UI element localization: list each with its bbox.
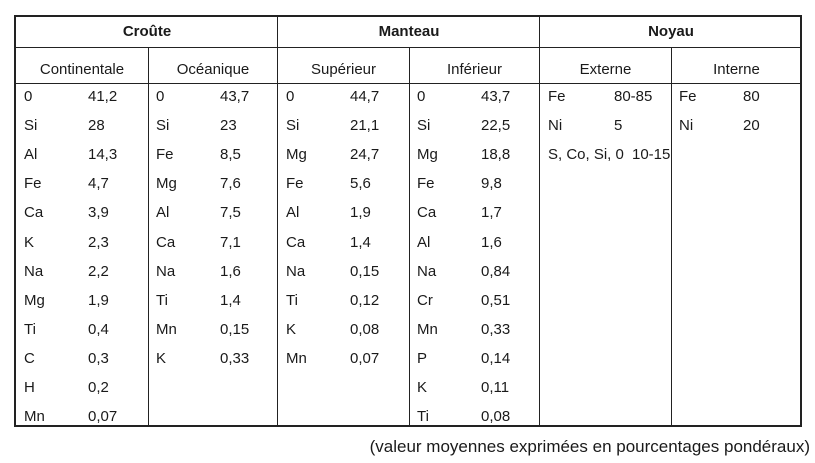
element-symbol: 0 xyxy=(156,88,165,105)
divider-sub xyxy=(409,47,410,427)
element-symbol: Si xyxy=(24,117,38,135)
element-percentage: 0,15 xyxy=(220,320,250,338)
element-symbol: Na xyxy=(286,262,306,280)
element-percentage: 0,07 xyxy=(350,349,380,367)
element-percentage: 5,6 xyxy=(350,175,371,193)
element-percentage: 24,7 xyxy=(350,146,380,164)
element-percentage: 1,7 xyxy=(481,204,502,222)
element-percentage: 3,9 xyxy=(88,204,109,222)
element-symbol: Na xyxy=(417,262,437,280)
element-symbol: K xyxy=(156,349,167,367)
element-percentage: 1,9 xyxy=(88,291,109,309)
element-symbol: 0 xyxy=(417,88,426,105)
element-percentage: 1,4 xyxy=(220,291,241,309)
element-percentage: 44,7 xyxy=(350,88,380,105)
element-percentage: 0,12 xyxy=(350,291,380,309)
element-symbol: Ca xyxy=(417,204,437,222)
element-percentage: 0,11 xyxy=(481,379,510,396)
element-symbol: Al xyxy=(156,204,170,222)
element-percentage: 8,5 xyxy=(220,146,241,164)
sub-column-title: Continentale xyxy=(39,61,125,78)
element-percentage: 0,84 xyxy=(481,262,511,280)
element-symbol: Mg xyxy=(286,146,307,164)
group-title: Croûte xyxy=(122,23,172,40)
element-symbol: Fe xyxy=(24,175,42,193)
element-percentage: 21,1 xyxy=(350,117,380,135)
element-symbol: Mn xyxy=(286,349,307,367)
element-percentage: 43,7 xyxy=(220,88,250,105)
element-symbol: Fe xyxy=(417,175,435,193)
element-symbol: Ca xyxy=(286,233,306,251)
element-symbol: Si xyxy=(286,117,300,135)
element-percentage: 41,2 xyxy=(88,88,118,105)
element-symbol: Mg xyxy=(156,175,177,193)
element-symbol: Mn xyxy=(24,408,45,426)
element-percentage: 0,4 xyxy=(88,320,109,338)
element-percentage: 4,7 xyxy=(88,175,109,193)
element-percentage: 0,07 xyxy=(88,408,118,426)
element-percentage: 0,3 xyxy=(88,349,109,367)
element-percentage: 10-15 xyxy=(632,146,671,164)
element-symbol: Mg xyxy=(24,291,45,309)
element-percentage: 80-85 xyxy=(614,88,653,105)
group-title: Noyau xyxy=(648,23,694,40)
element-symbol: Al xyxy=(24,146,38,164)
element-percentage: 0,33 xyxy=(481,320,511,338)
element-symbol: C xyxy=(24,349,35,367)
element-symbol: H xyxy=(24,379,35,396)
element-symbol: Ca xyxy=(24,204,44,222)
element-symbol: Na xyxy=(24,262,44,280)
element-symbol: Fe xyxy=(156,146,174,164)
element-symbol: Si xyxy=(156,117,170,135)
element-percentage: 5 xyxy=(614,117,623,135)
composition-table xyxy=(14,15,802,427)
element-percentage: 0,08 xyxy=(350,320,380,338)
element-percentage: 9,8 xyxy=(481,175,502,193)
element-symbol: Ti xyxy=(156,291,168,309)
sub-column-title: Interne xyxy=(713,61,760,78)
element-symbol: Al xyxy=(417,233,431,251)
element-symbol: Cr xyxy=(417,291,433,309)
element-symbol: P xyxy=(417,349,428,367)
element-percentage: 0,15 xyxy=(350,262,380,280)
element-percentage: 2,3 xyxy=(88,233,109,251)
element-percentage: 1,4 xyxy=(350,233,371,251)
element-symbol: Ti xyxy=(417,408,429,426)
element-percentage: 18,8 xyxy=(481,146,511,164)
sub-column-title: Externe xyxy=(579,61,632,78)
element-symbol: Si xyxy=(417,117,431,135)
element-percentage: 0,33 xyxy=(220,349,250,367)
element-percentage: 2,2 xyxy=(88,262,109,280)
element-symbol: Ti xyxy=(286,291,298,309)
footnote: (valeur moyennes exprimées en pourcentages pondéraux) xyxy=(369,437,810,456)
element-symbol: Ti xyxy=(24,320,36,338)
element-symbol: Na xyxy=(156,262,176,280)
element-symbol: 0 xyxy=(286,88,295,105)
element-symbol: Fe xyxy=(286,175,304,193)
element-percentage: 1,6 xyxy=(220,262,241,280)
element-percentage: 1,6 xyxy=(481,233,502,251)
element-symbol: Ni xyxy=(679,117,694,135)
element-symbol: Mg xyxy=(417,146,438,164)
element-symbol: Mn xyxy=(156,320,177,338)
element-percentage: 23 xyxy=(220,117,237,135)
element-percentage: 0,2 xyxy=(88,379,109,396)
element-percentage: 7,5 xyxy=(220,204,241,222)
sub-column-title: Océanique xyxy=(176,61,250,78)
element-percentage: 14,3 xyxy=(88,146,118,164)
element-symbol: Fe xyxy=(679,88,697,105)
element-percentage: 0,51 xyxy=(481,291,511,309)
element-symbol: Ca xyxy=(156,233,176,251)
divider-sub xyxy=(148,47,149,427)
element-symbol: Fe xyxy=(548,88,566,105)
element-percentage: 22,5 xyxy=(481,117,511,135)
element-symbol: K xyxy=(417,379,428,396)
element-symbol: K xyxy=(286,320,297,338)
element-symbol: Al xyxy=(286,204,300,222)
element-percentage: 43,7 xyxy=(481,88,511,105)
divider-sub xyxy=(671,47,672,427)
element-symbol: Mn xyxy=(417,320,438,338)
element-symbol: K xyxy=(24,233,35,251)
element-percentage: 20 xyxy=(743,117,760,135)
element-percentage: 0,08 xyxy=(481,408,511,426)
sub-column-title: Supérieur xyxy=(310,61,377,78)
group-title: Manteau xyxy=(378,23,440,40)
element-percentage: 28 xyxy=(88,117,105,135)
sub-column-title: Inférieur xyxy=(446,61,503,78)
element-percentage: 7,1 xyxy=(220,233,241,251)
element-percentage: 7,6 xyxy=(220,175,241,193)
element-symbol: S, Co, Si, 0 xyxy=(548,146,624,164)
element-symbol: 0 xyxy=(24,88,33,105)
element-percentage: 0,14 xyxy=(481,349,511,367)
element-percentage: 1,9 xyxy=(350,204,371,222)
element-symbol: Ni xyxy=(548,117,563,135)
element-percentage: 80 xyxy=(743,88,760,105)
